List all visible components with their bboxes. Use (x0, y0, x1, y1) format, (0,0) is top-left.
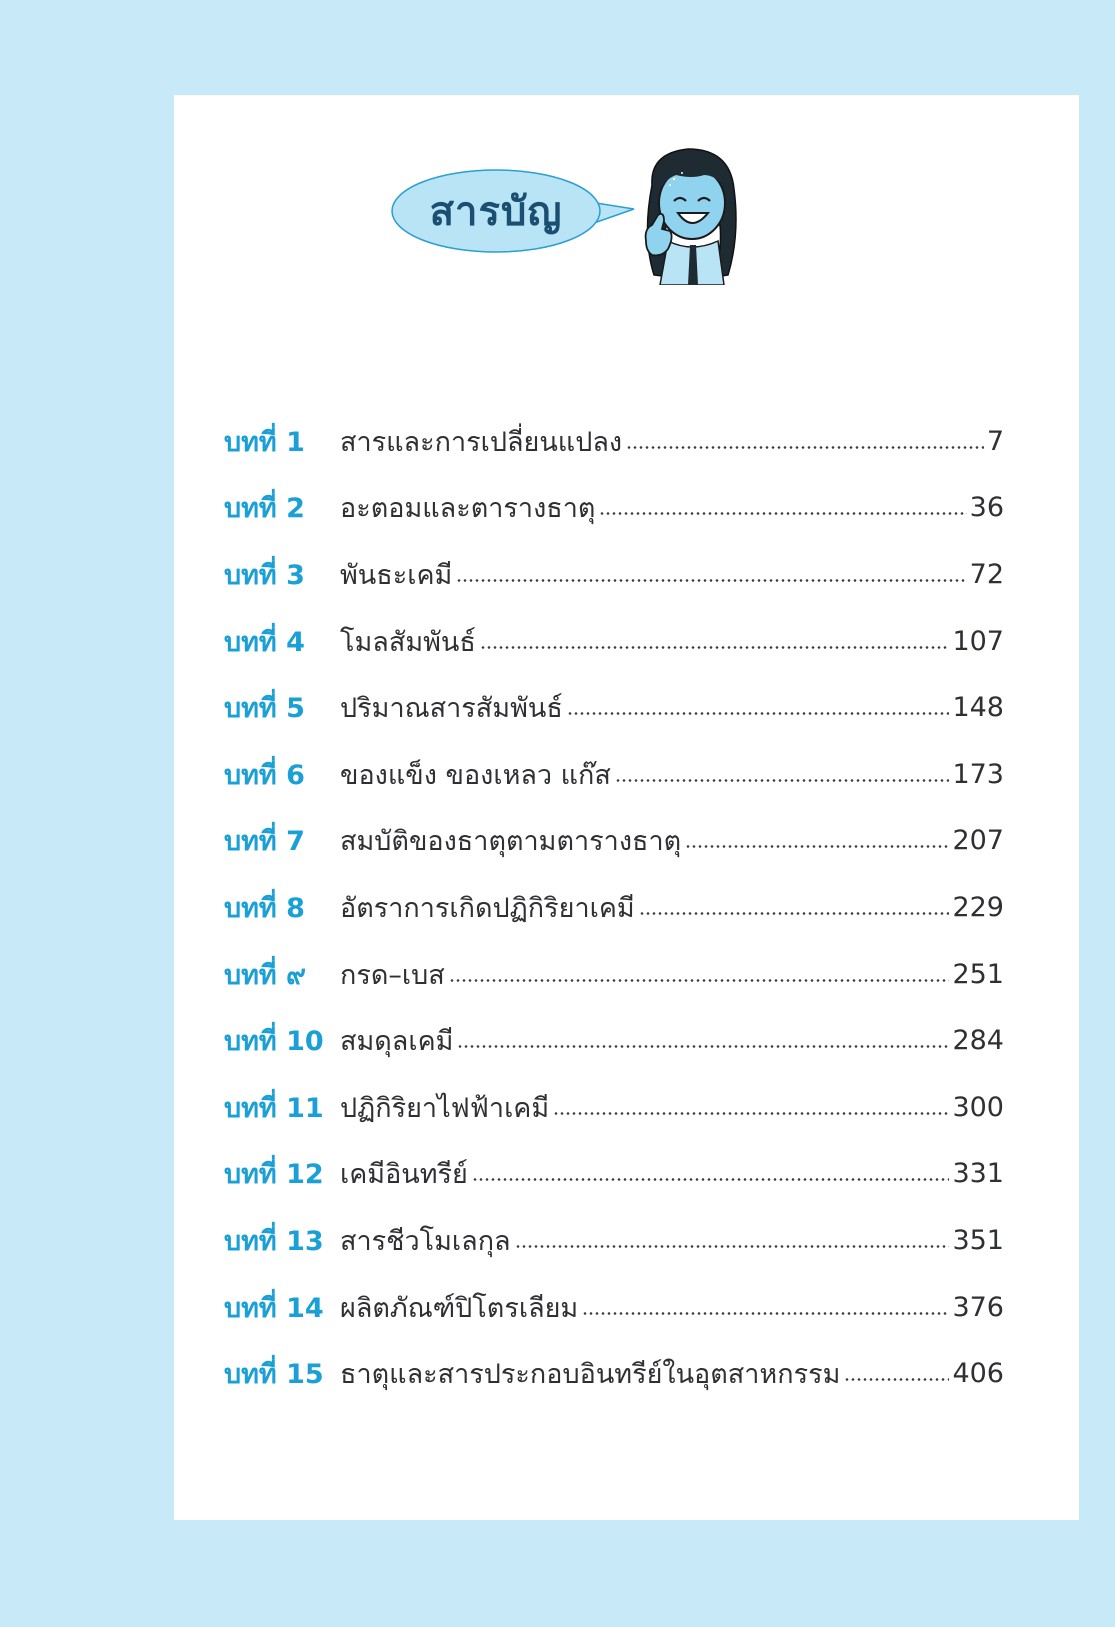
chapter-title: ธาตุและสารประกอบอินทรีย์ในอุตสาหกรรม (340, 1359, 841, 1391)
page-number: 36 (969, 492, 1004, 524)
table-of-contents (224, 408, 1004, 1407)
dot-leader (582, 1312, 949, 1315)
chapter-number: บทที่ 12 (224, 1159, 324, 1191)
chapter-title: สมบัติของธาตุตามตารางธาตุ (340, 826, 682, 858)
page-number: 351 (952, 1224, 1004, 1256)
page-number: 331 (952, 1158, 1004, 1190)
page-number: 251 (952, 958, 1004, 990)
toc-entry[interactable] (224, 941, 1004, 1008)
toc-entry[interactable] (224, 608, 1004, 675)
toc-entry[interactable] (224, 1340, 1004, 1407)
chapter-number: บทที่ ๙ (224, 959, 306, 991)
chapter-number: บทที่ 10 (224, 1026, 324, 1058)
chapter-title: พันธะเคมี (340, 559, 453, 591)
chapter-number: บทที่ 2 (224, 493, 305, 525)
chapter-number: บทที่ 5 (224, 693, 305, 725)
dot-leader (449, 979, 950, 982)
dot-leader (567, 712, 950, 715)
page-number: 406 (952, 1358, 1004, 1390)
dot-leader (553, 1112, 949, 1115)
toc-entry[interactable] (224, 874, 1004, 941)
toc-entry[interactable] (224, 541, 1004, 608)
chapter-title: อัตราการเกิดปฏิกิริยาเคมี (340, 892, 635, 924)
dot-leader (457, 1045, 949, 1048)
toc-header (390, 145, 750, 285)
page-number: 300 (952, 1091, 1004, 1123)
page-number: 107 (952, 625, 1004, 657)
toc-entry[interactable] (224, 674, 1004, 741)
page-number: 284 (952, 1025, 1004, 1057)
page-number: 72 (969, 558, 1004, 590)
page-number: 207 (952, 825, 1004, 857)
dot-leader (685, 845, 949, 848)
dot-leader (615, 779, 950, 782)
page-number: 148 (952, 692, 1004, 724)
chapter-number: บทที่ 3 (224, 559, 305, 591)
chapter-number: บทที่ 6 (224, 759, 305, 791)
page-number: 229 (952, 891, 1004, 923)
chapter-number: บทที่ 8 (224, 892, 305, 924)
toc-entry[interactable] (224, 1007, 1004, 1074)
chapter-number: บทที่ 15 (224, 1359, 324, 1391)
chapter-number: บทที่ 7 (224, 826, 305, 858)
dot-leader (515, 1245, 950, 1248)
dot-leader (639, 912, 950, 915)
toc-entry[interactable] (224, 1207, 1004, 1274)
toc-entry[interactable] (224, 1274, 1004, 1341)
speech-bubble (390, 167, 640, 255)
girl-mascot-icon (630, 145, 750, 285)
chapter-number: บทที่ 13 (224, 1225, 324, 1257)
toc-entry[interactable] (224, 1074, 1004, 1141)
chapter-title: ปฏิกิริยาไฟฟ้าเคมี (340, 1092, 550, 1124)
dot-leader (480, 646, 950, 649)
chapter-title: ปริมาณสารสัมพันธ์ (340, 693, 563, 725)
page-number: 173 (952, 758, 1004, 790)
chapter-title: อะตอมและตารางธาตุ (340, 493, 596, 525)
chapter-title: ผลิตภัณฑ์ปิโตรเลียม (340, 1292, 579, 1324)
toc-entry[interactable] (224, 741, 1004, 808)
page-title: สารบัญ (429, 189, 563, 235)
chapter-title: ของแข็ง ของเหลว แก๊ส (340, 759, 611, 791)
dot-leader (844, 1378, 949, 1381)
toc-entry[interactable] (224, 808, 1004, 875)
page-number: 7 (986, 425, 1004, 457)
dot-leader (472, 1178, 950, 1181)
chapter-number: บทที่ 4 (224, 626, 305, 658)
dot-leader (626, 446, 984, 449)
toc-entry[interactable] (224, 475, 1004, 542)
dot-leader (456, 579, 966, 582)
chapter-number: บทที่ 11 (224, 1092, 324, 1124)
toc-entry[interactable] (224, 1141, 1004, 1208)
chapter-title: สารชีวโมเลกุล (340, 1225, 511, 1257)
page-number: 376 (952, 1291, 1004, 1323)
chapter-title: กรด–เบส (340, 959, 445, 991)
chapter-title: โมลสัมพันธ์ (340, 626, 476, 658)
chapter-title: เคมีอินทรีย์ (340, 1159, 468, 1191)
chapter-title: สารและการเปลี่ยนแปลง (340, 426, 623, 458)
dot-leader (599, 512, 966, 515)
chapter-number: บทที่ 1 (224, 426, 305, 458)
toc-entry[interactable] (224, 408, 1004, 475)
chapter-title: สมดุลเคมี (340, 1026, 454, 1058)
chapter-number: บทที่ 14 (224, 1292, 324, 1324)
